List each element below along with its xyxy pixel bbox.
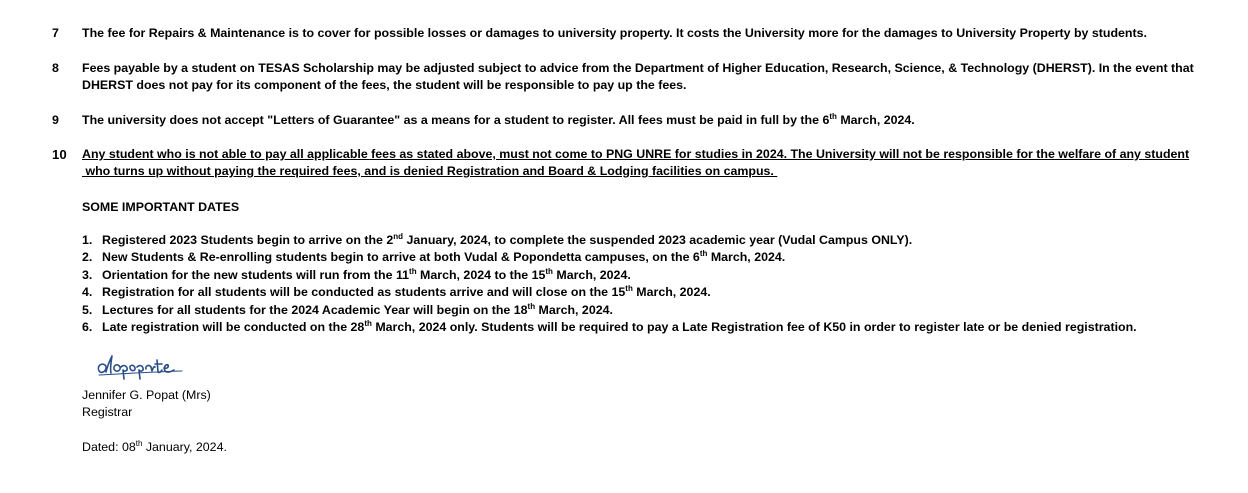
signatory-title: Registrar xyxy=(82,405,133,419)
paragraph-8-number: 8 xyxy=(52,61,59,75)
list-item-number: 2. xyxy=(82,250,93,265)
list-item-number: 5. xyxy=(82,302,93,317)
handwritten-signature xyxy=(94,352,190,382)
paragraph-9-number: 9 xyxy=(52,113,59,127)
list-item-text-end: March, 2024. xyxy=(535,302,613,317)
list-item-text: Lectures for all students for the 2024 Academic Year will begin on the 18 xyxy=(102,302,528,317)
ordinal-suffix: th xyxy=(364,318,372,328)
date-text: Dated: 08 xyxy=(82,440,136,454)
list-item-text: Registration for all students will be conducted as students arrive and will close on the 15 xyxy=(102,285,626,300)
paragraph-7-number: 7 xyxy=(52,26,59,40)
list-item-text-mid: March, 2024 to the 15 xyxy=(416,267,546,282)
ordinal-suffix: nd xyxy=(393,231,404,241)
list-item-number: 1. xyxy=(82,233,93,247)
ordinal-suffix: th xyxy=(135,438,143,448)
date-text-end: January, 2024. xyxy=(142,440,227,454)
list-item xyxy=(82,284,1222,301)
important-dates-list xyxy=(82,232,1222,336)
paragraph-10-line-2: who turns up without paying the required fees, and is denied Registration and Board & Lodging facilities on campus. xyxy=(82,164,778,178)
important-dates-title: SOME IMPORTANT DATES xyxy=(82,200,240,214)
paragraph-10-line-1: Any student who is not able to pay all applicable fees as stated above, must not come to PNG UNRE for studies in 2024. The University will not be responsible for the welfare of any student xyxy=(82,147,1190,161)
list-item-text: New Students & Re-enrolling students begin to arrive at both Vudal & Popondetta campuses, on the 6 xyxy=(102,250,700,265)
list-item-text-end: March, 2024. xyxy=(552,267,631,282)
list-item xyxy=(82,302,1222,319)
paragraph-9-text xyxy=(82,112,1222,129)
ordinal-suffix: th xyxy=(409,266,417,276)
list-item xyxy=(82,319,1222,336)
paragraph-7-text: The fee for Repairs & Maintenance is to cover for possible losses or damages to university property. It costs the University more for the damages to University Property by students. xyxy=(82,26,1147,40)
ordinal-suffix: th xyxy=(625,284,633,294)
paragraph-9-ordinal: th xyxy=(829,111,837,121)
signatory-name: Jennifer G. Popat (Mrs) xyxy=(82,388,211,402)
list-item xyxy=(82,232,1222,249)
list-item xyxy=(82,249,1222,266)
paragraph-10-number: 10 xyxy=(52,147,67,162)
document-date xyxy=(82,439,227,456)
list-item-text-end: March, 2024 only. Students will be required to pay a Late Registration fee of K50 in order to register late or be denied registration. xyxy=(371,319,1137,334)
list-item-text: Late registration will be conducted on the 28 xyxy=(102,319,365,334)
list-item-text: Registered 2023 Students begin to arrive on the 2 xyxy=(102,233,394,247)
ordinal-suffix: th xyxy=(527,301,536,311)
paragraph-9-text-main: The university does not accept "Letters of Guarantee" as a means for a student to register. All fees must be paid in full by the 6 xyxy=(82,113,830,127)
list-item-text-end: March, 2024. xyxy=(632,285,711,300)
ordinal-suffix: th xyxy=(699,249,708,259)
list-item-text-end: January, 2024, to complete the suspended 2023 academic year (Vudal Campus ONLY). xyxy=(403,233,913,247)
paragraph-8-text: Fees payable by a student on TESAS Scholarship may be adjusted subject to advice from the Department of Higher Education, Research, Science, & Technology (DHERST). In the event that DHERST does not pay for its component of the fees, the student will be responsible to pay up the fees. xyxy=(82,61,1194,92)
list-item-number: 3. xyxy=(82,267,93,282)
list-item-number: 4. xyxy=(82,285,93,300)
paragraph-9-text-end: March, 2024. xyxy=(836,113,915,127)
ordinal-suffix: th xyxy=(545,266,553,276)
list-item-text: Orientation for the new students will run from the 11 xyxy=(102,267,410,282)
list-item-number: 6. xyxy=(82,319,93,334)
list-item-text-end: March, 2024. xyxy=(707,250,786,265)
list-item xyxy=(82,267,1222,284)
